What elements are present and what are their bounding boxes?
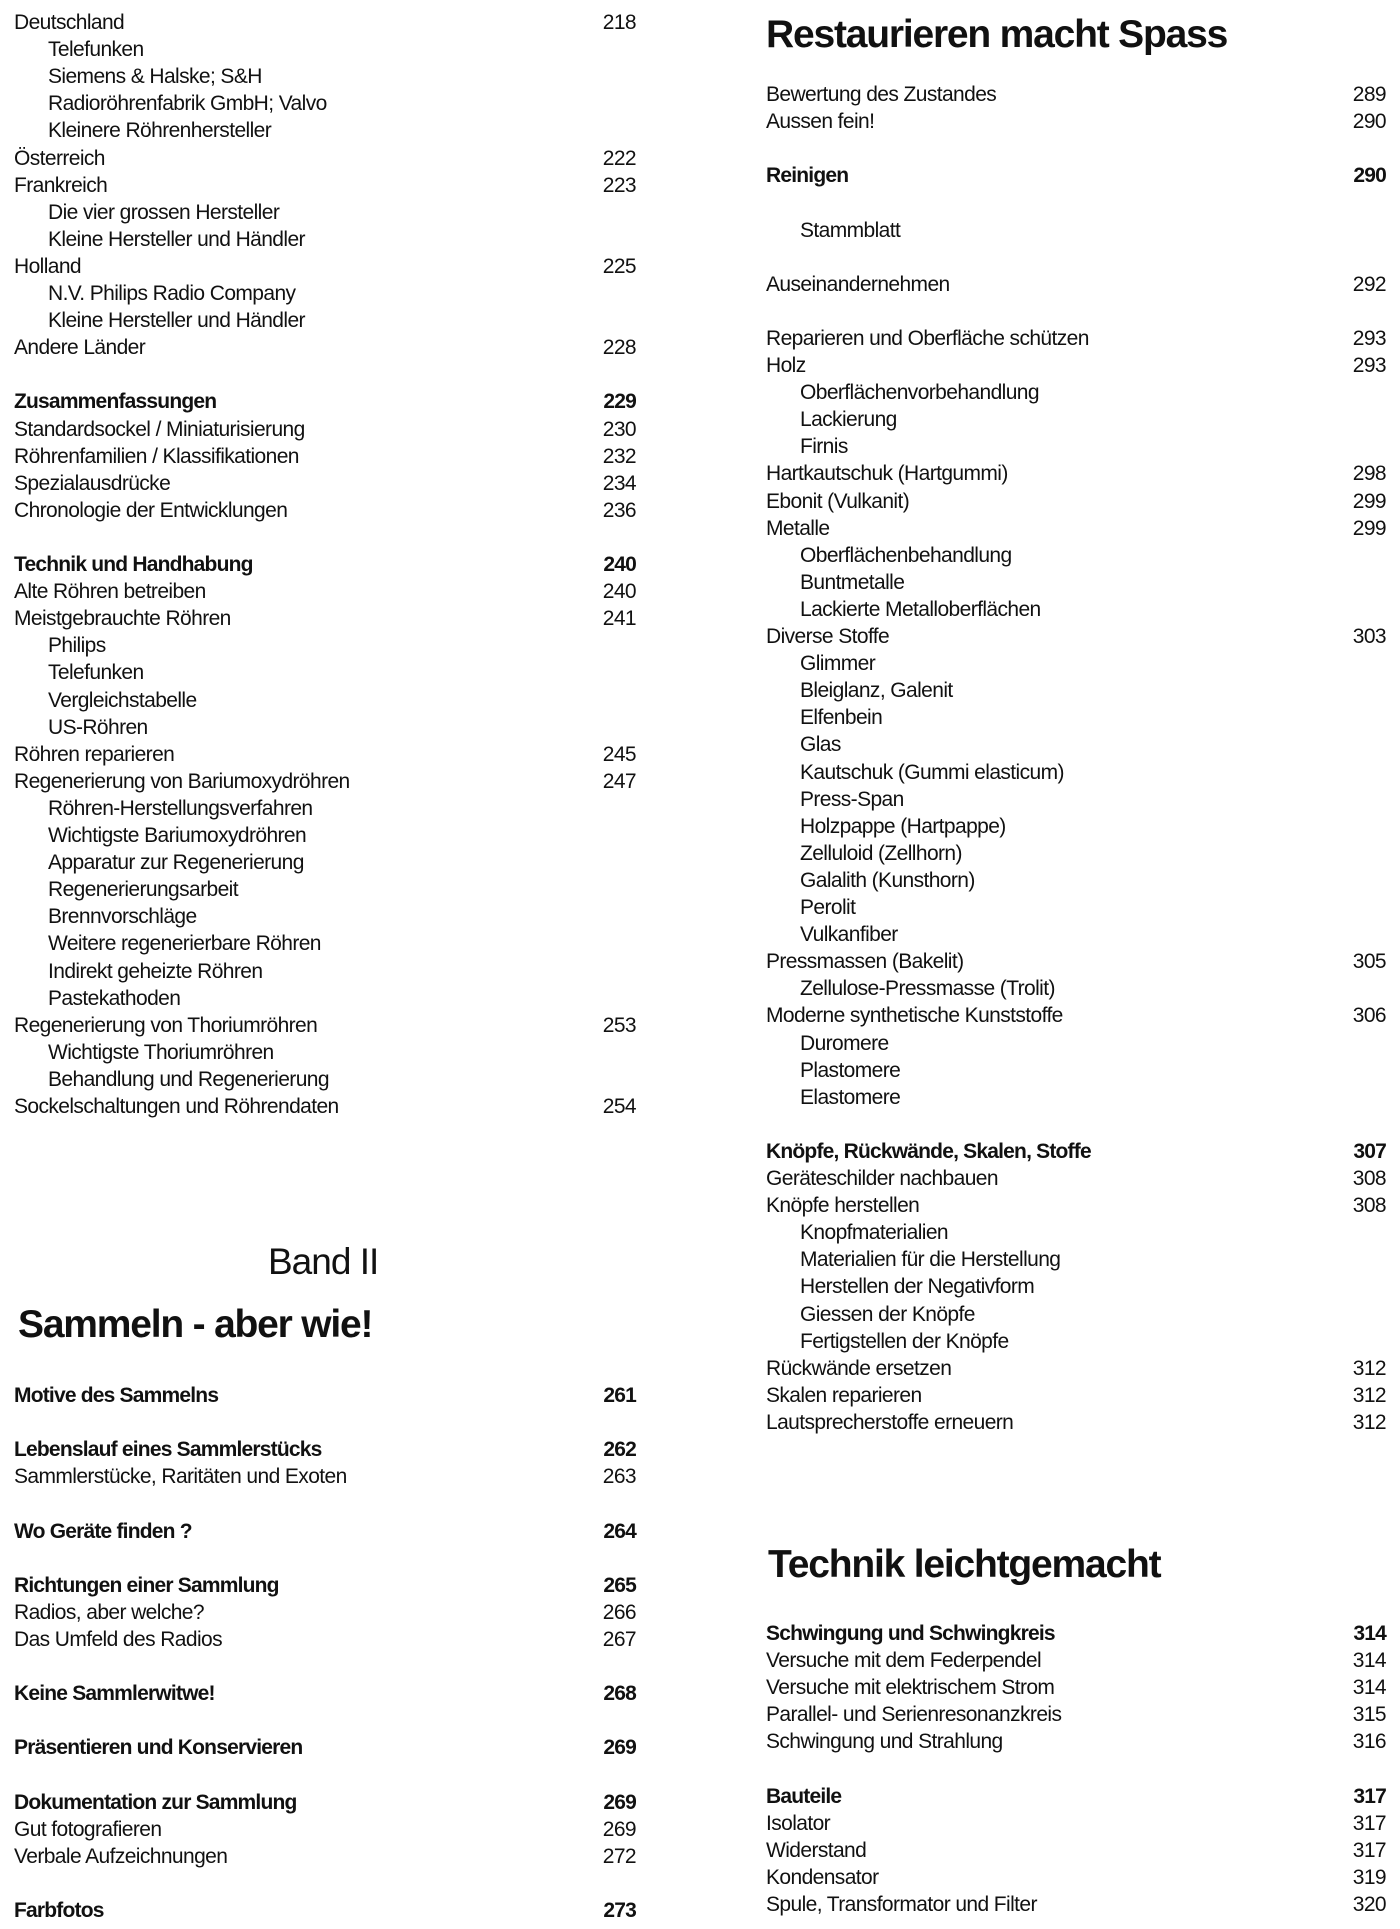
toc-entry-title: Kondensator xyxy=(766,1865,879,1889)
toc-page-number: 264 xyxy=(603,1519,636,1543)
toc-entry-title: Lebenslauf eines Sammlerstücks xyxy=(14,1438,322,1462)
part-title: Technik leichtgemacht xyxy=(768,1543,1161,1586)
toc-subentry xyxy=(766,1219,1386,1246)
toc-page-number: 316 xyxy=(1352,1730,1386,1754)
toc-entry-title: Reinigen xyxy=(766,164,849,188)
toc-subentry xyxy=(14,822,636,849)
toc-subentry xyxy=(14,1039,636,1066)
toc-entry-title: Elastomere xyxy=(800,1085,901,1109)
toc-page-number: 261 xyxy=(603,1384,636,1407)
toc-subentry xyxy=(766,1084,1386,1111)
toc-subentry xyxy=(14,876,636,903)
toc-subentry xyxy=(14,985,636,1012)
toc-entry-title: Frankreich xyxy=(14,173,108,197)
toc-entry-title: Schwingung und Strahlung xyxy=(766,1730,1003,1754)
toc-subentry xyxy=(766,650,1386,677)
toc-entry-title: Versuche mit dem Federpendel xyxy=(766,1649,1042,1673)
toc-page-number: 292 xyxy=(1352,272,1386,296)
toc-entry-title: Oberflächenbehandlung xyxy=(800,543,1012,567)
toc-entry xyxy=(766,81,1386,108)
toc-entry-title: Galalith (Kunsthorn) xyxy=(800,868,975,892)
toc-entry-title: Meistgebrauchte Röhren xyxy=(14,607,231,631)
toc-section-heading xyxy=(14,1572,636,1599)
toc-entry-title: Elfenbein xyxy=(800,706,883,730)
toc-entry-title: Röhren-Herstellungsverfahren xyxy=(48,796,313,820)
toc-entry xyxy=(766,1002,1386,1029)
toc-page-number: 299 xyxy=(1352,489,1386,513)
toc-page-number: 225 xyxy=(602,254,636,278)
toc-subentry xyxy=(14,226,636,253)
toc-subentry xyxy=(766,677,1386,704)
toc-entry xyxy=(766,515,1386,542)
toc-entry-title: Knopfmaterialien xyxy=(800,1221,948,1245)
toc-entry xyxy=(766,1647,1386,1674)
toc-entry-title: Apparatur zur Regenerierung xyxy=(48,851,304,875)
toc-entry-title: Regenerierung von Bariumoxydröhren xyxy=(14,769,350,793)
toc-entry xyxy=(14,497,636,524)
toc-entry-title: Aussen fein! xyxy=(766,110,875,134)
toc-page-number: 289 xyxy=(1352,83,1386,106)
toc-entry-title: Regenerierung von Thoriumröhren xyxy=(14,1013,318,1037)
toc-entry-title: Sockelschaltungen und Röhrendaten xyxy=(14,1095,339,1118)
toc-page-number: 290 xyxy=(1353,164,1386,188)
toc-section-heading xyxy=(766,1620,1386,1647)
toc-entry xyxy=(766,1355,1386,1382)
toc-subentry xyxy=(766,379,1386,406)
toc-subentry xyxy=(766,1301,1386,1328)
toc-entry-title: Philips xyxy=(48,634,106,658)
toc-entry-title: Technik und Handhabung xyxy=(14,553,253,576)
toc-subentry xyxy=(14,659,636,686)
toc-page-number: 312 xyxy=(1352,1356,1386,1380)
toc-entry-title: Richtungen einer Sammlung xyxy=(14,1573,279,1597)
toc-entry-title: Hartkautschuk (Hartgummi) xyxy=(766,462,1008,486)
toc-entry-title: Spule, Transformator und Filter xyxy=(766,1893,1037,1916)
toc-page-number: 234 xyxy=(602,471,636,495)
toc-section-heading xyxy=(14,1734,636,1761)
toc-entry-title: Geräteschilder nachbauen xyxy=(766,1167,998,1190)
toc-subentry xyxy=(14,199,636,226)
toc-page-number: 236 xyxy=(602,498,636,522)
toc-page-number: 229 xyxy=(603,390,636,414)
part-title: Sammeln - aber wie! xyxy=(18,1303,373,1346)
toc-entry-title: Regenerierungsarbeit xyxy=(48,878,238,902)
toc-page-number: 273 xyxy=(603,1898,636,1922)
toc-entry-title: Röhren reparieren xyxy=(14,742,175,766)
toc-section-heading xyxy=(14,1680,636,1707)
toc-entry-title: Lackierung xyxy=(800,408,897,432)
toc-entry-title: Zelluloid (Zellhorn) xyxy=(800,841,962,865)
toc-entry xyxy=(14,416,636,443)
toc-page-number: 307 xyxy=(1353,1139,1386,1163)
toc-entry-title: Farbfotos xyxy=(14,1898,104,1922)
toc-subentry xyxy=(766,704,1386,731)
toc-page-number: 314 xyxy=(1352,1676,1386,1700)
toc-subentry xyxy=(766,867,1386,894)
toc-page-number: 254 xyxy=(602,1095,636,1118)
toc-page-number: 308 xyxy=(1352,1167,1386,1190)
toc-page-number: 268 xyxy=(603,1682,636,1706)
toc-page-number: 223 xyxy=(602,173,636,197)
toc-entry-title: Gut fotografieren xyxy=(14,1817,162,1841)
toc-entry-title: US-Röhren xyxy=(48,715,148,739)
toc-entry xyxy=(766,1864,1386,1891)
toc-entry-title: Alte Röhren betreiben xyxy=(14,580,206,604)
toc-entry xyxy=(14,1599,636,1626)
toc-entry-title: Kleine Hersteller und Händler xyxy=(48,309,305,333)
toc-entry xyxy=(766,271,1386,298)
toc-section-heading xyxy=(14,1897,636,1924)
toc-page-number: 230 xyxy=(602,417,636,441)
toc-entry xyxy=(14,741,636,768)
toc-entry-title: Verbale Aufzeichnungen xyxy=(14,1844,228,1868)
toc-subentry xyxy=(766,1246,1386,1273)
toc-subentry xyxy=(14,36,636,63)
toc-entry xyxy=(766,623,1386,650)
toc-entry-title: Lautsprecherstoffe erneuern xyxy=(766,1410,1014,1434)
toc-page-number: 262 xyxy=(603,1438,636,1462)
toc-entry-title: Behandlung und Regenerierung xyxy=(48,1067,329,1091)
toc-entry-title: Keine Sammlerwitwe! xyxy=(14,1682,215,1706)
toc-subentry xyxy=(766,1057,1386,1084)
toc-entry xyxy=(14,172,636,199)
toc-entry-title: Österreich xyxy=(14,146,105,170)
toc-page-number: 299 xyxy=(1352,516,1386,540)
toc-subentry xyxy=(766,433,1386,460)
toc-entry-title: Indirekt geheizte Röhren xyxy=(48,959,263,983)
toc-entry xyxy=(766,1382,1386,1409)
toc-entry-title: Materialien für die Herstellung xyxy=(800,1248,1061,1272)
toc-entry xyxy=(14,145,636,172)
toc-page-number: 290 xyxy=(1352,110,1386,134)
toc-subentry xyxy=(766,596,1386,623)
toc-entry-title: Fertigstellen der Knöpfe xyxy=(800,1329,1009,1353)
toc-page-number: 263 xyxy=(602,1465,636,1489)
toc-page-number: 317 xyxy=(1352,1838,1386,1862)
toc-entry-title: Knöpfe, Rückwände, Skalen, Stoffe xyxy=(766,1139,1091,1163)
toc-page-number: 312 xyxy=(1352,1410,1386,1434)
toc-entry-title: Herstellen der Negativform xyxy=(800,1275,1035,1299)
toc-entry-title: Ebonit (Vulkanit) xyxy=(766,489,910,513)
toc-subentry xyxy=(766,406,1386,433)
toc-entry xyxy=(14,768,636,795)
toc-page-number: 269 xyxy=(603,1790,636,1814)
toc-entry-title: Deutschland xyxy=(14,11,125,34)
toc-page-number: 293 xyxy=(1352,326,1386,350)
toc-entry-title: Siemens & Halske; S&H xyxy=(48,65,262,89)
toc-entry-title: Die vier grossen Hersteller xyxy=(48,200,280,224)
toc-entry xyxy=(766,325,1386,352)
toc-entry-title: Holland xyxy=(14,254,82,278)
toc-entry-title: Wo Geräte finden ? xyxy=(14,1519,192,1543)
toc-section-heading xyxy=(14,1382,636,1409)
toc-entry xyxy=(766,1837,1386,1864)
toc-section-heading xyxy=(766,162,1386,189)
toc-page-number: 305 xyxy=(1352,950,1386,974)
toc-page-number: 228 xyxy=(602,336,636,360)
toc-section-heading xyxy=(14,1789,636,1816)
toc-entry-title: Zusammenfassungen xyxy=(14,390,217,414)
toc-entry-title: Röhrenfamilien / Klassifikationen xyxy=(14,444,299,468)
toc-entry-title: Vergleichstabelle xyxy=(48,688,197,712)
toc-entry xyxy=(766,108,1386,135)
toc-page-number: 222 xyxy=(602,146,636,170)
toc-page-number: 303 xyxy=(1352,625,1386,648)
toc-entry-title: Dokumentation zur Sammlung xyxy=(14,1790,297,1814)
toc-entry xyxy=(14,605,636,632)
toc-subentry xyxy=(14,958,636,985)
toc-page-number: 314 xyxy=(1353,1622,1386,1645)
toc-entry-title: Weitere regenerierbare Röhren xyxy=(48,932,321,956)
toc-subentry xyxy=(766,1030,1386,1057)
toc-section-heading xyxy=(14,388,636,415)
toc-subentry xyxy=(14,930,636,957)
toc-entry-title: Telefunken xyxy=(48,38,144,62)
toc-entry xyxy=(766,1891,1386,1918)
toc-subentry xyxy=(14,117,636,144)
toc-entry xyxy=(766,1701,1386,1728)
toc-subentry xyxy=(766,731,1386,758)
toc-page-number: 272 xyxy=(602,1844,636,1868)
toc-subentry xyxy=(766,1328,1386,1355)
toc-page-number: 306 xyxy=(1352,1004,1386,1028)
toc-section-heading xyxy=(14,1518,636,1545)
toc-entry xyxy=(14,9,636,36)
toc-entry-title: Radioröhrenfabrik GmbH; Valvo xyxy=(48,92,327,116)
toc-page-number: 218 xyxy=(602,11,636,34)
toc-entry xyxy=(14,334,636,361)
toc-entry xyxy=(14,443,636,470)
toc-page-number: 314 xyxy=(1352,1649,1386,1673)
toc-page-number: 298 xyxy=(1352,462,1386,486)
toc-entry-title: Metalle xyxy=(766,516,830,540)
toc-page-number: 267 xyxy=(602,1627,636,1651)
toc-entry-title: Standardsockel / Miniaturisierung xyxy=(14,417,305,441)
toc-entry xyxy=(766,352,1386,379)
toc-subentry xyxy=(14,714,636,741)
toc-page-number: 317 xyxy=(1353,1784,1386,1808)
toc-entry-title: Andere Länder xyxy=(14,336,146,360)
toc-entry-title: Das Umfeld des Radios xyxy=(14,1627,222,1651)
toc-subentry xyxy=(766,569,1386,596)
toc-page-number: 265 xyxy=(603,1573,636,1597)
toc-subentry xyxy=(14,687,636,714)
toc-subentry xyxy=(14,1066,636,1093)
toc-entry-title: Stammblatt xyxy=(800,218,901,242)
toc-subentry xyxy=(14,849,636,876)
toc-entry xyxy=(14,1463,636,1490)
toc-entry-title: Glas xyxy=(800,733,841,757)
toc-entry-title: Parallel- und Serienresonanzkreis xyxy=(766,1703,1062,1727)
toc-entry-title: Radios, aber welche? xyxy=(14,1600,204,1624)
toc-entry-title: Firnis xyxy=(800,435,848,459)
toc-entry-title: Isolator xyxy=(766,1811,831,1835)
toc-entry-title: Buntmetalle xyxy=(800,570,905,594)
toc-subentry xyxy=(766,894,1386,921)
volume-label: Band II xyxy=(268,1241,379,1282)
toc-entry-title: Giessen der Knöpfe xyxy=(800,1302,975,1326)
toc-section-heading xyxy=(766,1783,1386,1810)
toc-page-number: 319 xyxy=(1352,1865,1386,1889)
toc-page-number: 293 xyxy=(1352,354,1386,377)
toc-page-number: 312 xyxy=(1352,1383,1386,1407)
toc-subentry xyxy=(14,795,636,822)
toc-page-number: 240 xyxy=(602,580,636,604)
toc-page-number: 232 xyxy=(602,444,636,468)
toc-subentry xyxy=(766,217,1386,244)
toc-page-number: 269 xyxy=(602,1817,636,1841)
toc-entry-title: Bewertung des Zustandes xyxy=(766,83,997,106)
toc-subentry xyxy=(14,90,636,117)
toc-page-number: 245 xyxy=(602,742,636,766)
toc-entry-title: Reparieren und Oberfläche schützen xyxy=(766,326,1089,350)
toc-entry-title: Kleinere Röhrenhersteller xyxy=(48,119,272,143)
toc-subentry xyxy=(766,975,1386,1002)
toc-entry-title: Schwingung und Schwingkreis xyxy=(766,1622,1055,1645)
toc-entry xyxy=(766,948,1386,975)
toc-entry-title: Oberflächenvorbehandlung xyxy=(800,381,1039,405)
toc-entry xyxy=(766,1165,1386,1192)
toc-subentry xyxy=(14,632,636,659)
toc-entry-title: Rückwände ersetzen xyxy=(766,1356,952,1380)
toc-entry-title: Plastomere xyxy=(800,1058,901,1082)
toc-entry-title: Motive des Sammelns xyxy=(14,1384,219,1407)
toc-entry-title: Widerstand xyxy=(766,1838,867,1862)
toc-page-number: 269 xyxy=(603,1736,636,1760)
toc-entry xyxy=(14,578,636,605)
toc-entry xyxy=(766,1728,1386,1755)
toc-page-number: 266 xyxy=(602,1600,636,1624)
toc-section-heading xyxy=(14,1436,636,1463)
toc-entry xyxy=(14,1626,636,1653)
toc-entry-title: Spezialausdrücke xyxy=(14,471,171,495)
toc-subentry xyxy=(14,280,636,307)
toc-entry-title: Telefunken xyxy=(48,661,144,685)
toc-page-number: 315 xyxy=(1352,1703,1386,1727)
toc-page-number: 240 xyxy=(603,553,636,576)
toc-entry-title: Press-Span xyxy=(800,787,904,811)
toc-subentry xyxy=(766,840,1386,867)
toc-entry-title: Diverse Stoffe xyxy=(766,625,890,648)
toc-entry xyxy=(766,1810,1386,1837)
toc-entry-title: Vulkanfiber xyxy=(800,923,898,947)
toc-entry-title: Wichtigste Thoriumröhren xyxy=(48,1040,274,1064)
toc-entry-title: Brennvorschläge xyxy=(48,905,197,929)
toc-entry xyxy=(766,1674,1386,1701)
toc-entry-title: Wichtigste Bariumoxydröhren xyxy=(48,824,307,847)
part-title: Restaurieren macht Spass xyxy=(766,13,1228,56)
toc-entry xyxy=(14,1843,636,1870)
toc-entry-title: Duromere xyxy=(800,1031,889,1055)
toc-subentry xyxy=(766,759,1386,786)
toc-entry xyxy=(14,253,636,280)
toc-subentry xyxy=(766,813,1386,840)
toc-entry-title: Skalen reparieren xyxy=(766,1383,922,1407)
toc-entry-title: Kautschuk (Gummi elasticum) xyxy=(800,760,1064,784)
toc-entry xyxy=(14,470,636,497)
toc-entry-title: Zellulose-Pressmasse (Trolit) xyxy=(800,977,1055,1001)
toc-entry-title: Moderne synthetische Kunststoffe xyxy=(766,1004,1063,1028)
toc-entry-title: Pastekathoden xyxy=(48,986,181,1010)
toc-entry xyxy=(766,460,1386,487)
toc-entry-title: Bleiglanz, Galenit xyxy=(800,679,953,703)
toc-subentry xyxy=(14,307,636,334)
toc-page-number: 317 xyxy=(1352,1811,1386,1835)
toc-entry-title: Lackierte Metalloberflächen xyxy=(800,597,1041,621)
toc-entry-title: Auseinandernehmen xyxy=(766,272,950,296)
toc-entry xyxy=(14,1093,636,1120)
toc-entry xyxy=(766,1192,1386,1219)
toc-page-number: 320 xyxy=(1352,1893,1386,1916)
toc-entry xyxy=(14,1816,636,1843)
toc-entry-title: Pressmassen (Bakelit) xyxy=(766,950,964,974)
toc-entry xyxy=(14,1012,636,1039)
toc-entry-title: Knöpfe herstellen xyxy=(766,1194,920,1218)
toc-subentry xyxy=(14,63,636,90)
toc-page-number: 241 xyxy=(602,607,636,631)
toc-entry-title: Chronologie der Entwicklungen xyxy=(14,498,288,522)
toc-subentry xyxy=(14,903,636,930)
toc-entry xyxy=(766,488,1386,515)
toc-page-number: 308 xyxy=(1352,1194,1386,1218)
toc-page-number: 247 xyxy=(602,769,636,793)
toc-entry-title: Versuche mit elektrischem Strom xyxy=(766,1676,1055,1700)
toc-page-number: 253 xyxy=(602,1013,636,1037)
toc-subentry xyxy=(766,786,1386,813)
toc-entry-title: Präsentieren und Konservieren xyxy=(14,1736,303,1760)
toc-entry-title: Holz xyxy=(766,354,806,377)
toc-entry-title: N.V. Philips Radio Company xyxy=(48,282,296,305)
toc-entry-title: Sammlerstücke, Raritäten und Exoten xyxy=(14,1465,347,1489)
toc-entry-title: Perolit xyxy=(800,896,856,919)
toc-entry-title: Kleine Hersteller und Händler xyxy=(48,227,305,251)
toc-entry-title: Holzpappe (Hartpappe) xyxy=(800,814,1006,838)
toc-entry-title: Glimmer xyxy=(800,652,876,676)
toc-section-heading xyxy=(14,551,636,578)
toc-subentry xyxy=(766,542,1386,569)
toc-subentry xyxy=(766,921,1386,948)
toc-entry-title: Bauteile xyxy=(766,1784,842,1808)
toc-entry xyxy=(766,1409,1386,1436)
toc-subentry xyxy=(766,1273,1386,1300)
toc-section-heading xyxy=(766,1138,1386,1165)
